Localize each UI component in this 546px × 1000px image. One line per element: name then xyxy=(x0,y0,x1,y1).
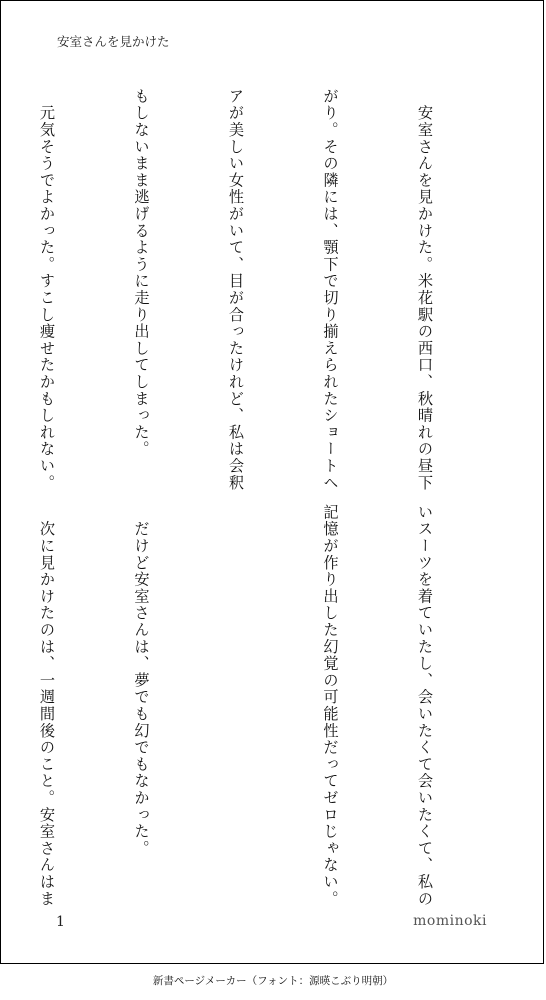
text-line: いスーツを着ていたし、会いたくて会いたくて、私の xyxy=(416,504,434,908)
generator-credit: 新書ページメーカー（フォント：源暎こぶり明朝） xyxy=(152,975,394,987)
running-title: 安室さんを見かけた xyxy=(57,34,170,49)
page-number: 1 xyxy=(56,914,65,930)
text-line: もしないまま逃げるように走り出してしまった。 xyxy=(132,88,151,458)
text-line: 記憶が作り出した幻覚の可能性だってゼロじゃない。 xyxy=(321,504,340,908)
blank-line xyxy=(220,504,252,904)
text-line: 次に見かけたのは、一週間後のこと。安室さんはま xyxy=(38,504,56,908)
text-line: だけど安室さんは、夢でも幻でもなかった。 xyxy=(132,504,151,857)
upper-text-column xyxy=(0,88,503,492)
text-line: 元気そうでよかった。すこし痩せたかもしれない。 xyxy=(38,88,56,492)
lower-text-column xyxy=(0,504,503,908)
author-name: mominoki xyxy=(413,913,487,929)
text-line: アが美しい女性がいて、目が合ったけれど、私は会釈 xyxy=(227,88,245,492)
text-line: がり。その隣には、顎下で切り揃えられたショートヘ xyxy=(321,88,340,492)
text-line: 安室さんを見かけた。米花駅の西口、秋晴れの昼下 xyxy=(416,88,434,492)
